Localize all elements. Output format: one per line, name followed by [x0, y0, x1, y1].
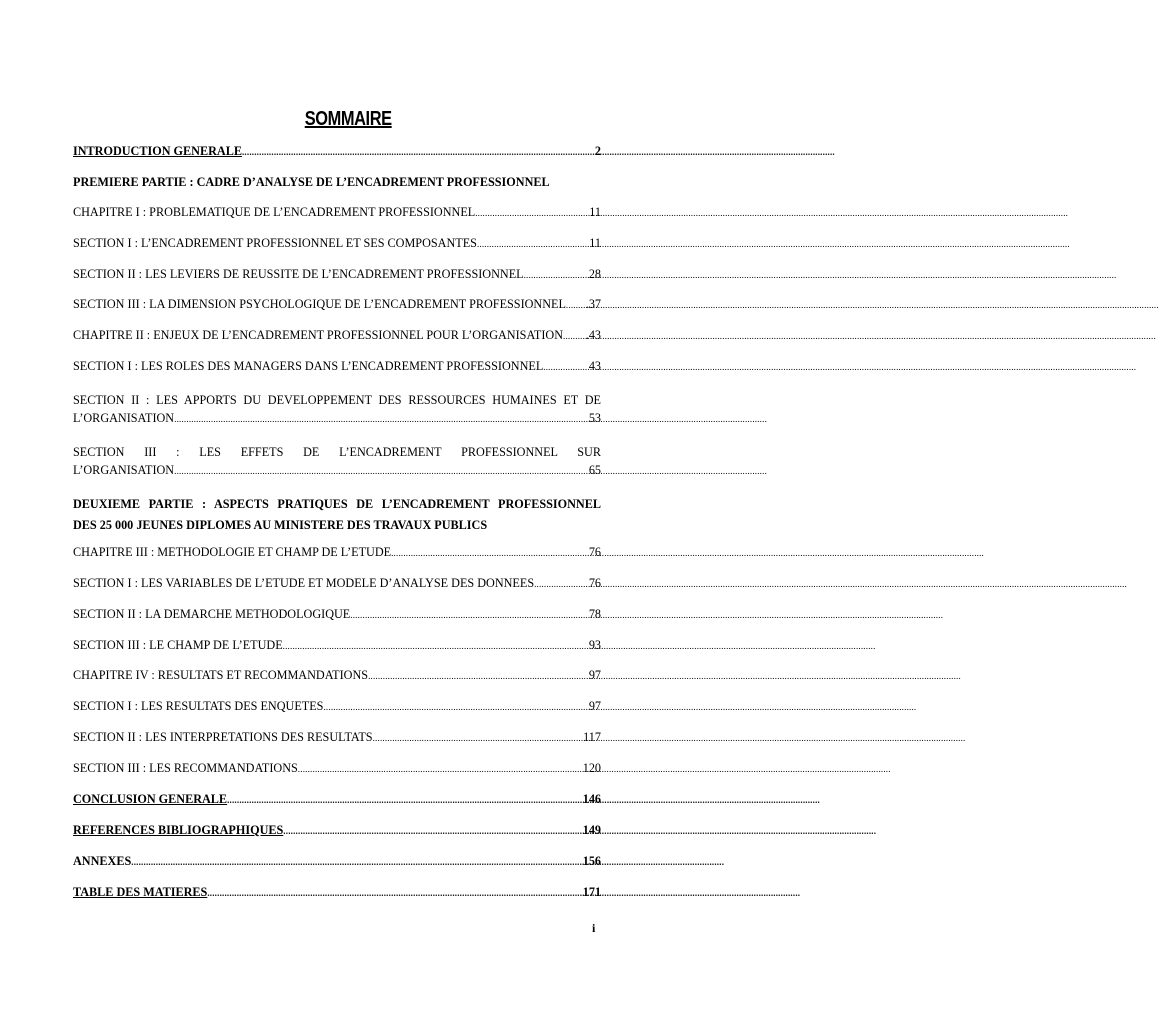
toc-entry[interactable] [73, 607, 601, 623]
leader-dots [283, 824, 582, 839]
leader-dots [350, 608, 589, 623]
toc-entry[interactable] [73, 144, 601, 160]
toc-entry-label: CONCLUSION GENERALE [73, 792, 228, 807]
toc-entry-label: CHAPITRE III : METHODOLOGIE ET CHAMP DE L’ETUDE [73, 544, 392, 559]
toc-entry[interactable] [73, 668, 601, 684]
toc-entry-label-line2: L’ORGANISATION [73, 463, 175, 478]
leader-dots [563, 329, 586, 344]
leader-dots [131, 855, 582, 870]
toc-entry-label-line1: SECTION II : LES APPORTS DU DEVELOPPEMENT DES RESSOURCES HUMAINES ET DE [73, 393, 601, 408]
leader-dots [477, 237, 589, 252]
toc-entry-page: 117 [583, 730, 601, 745]
toc-entry[interactable] [73, 328, 601, 344]
toc-entry-label: SECTION I : LES VARIABLES DE L’ETUDE ET MODELE D’ANALYSE DES DONNEES [73, 575, 535, 590]
toc-entry-page: 11 [589, 204, 601, 219]
toc-entry-label: REFERENCES BIBLIOGRAPHIQUES [73, 822, 284, 837]
toc-entry-page: 2 [594, 144, 601, 158]
toc-entry-label: TABLE DES MATIERES [73, 884, 208, 899]
toc-part-heading [73, 494, 601, 536]
toc-entry[interactable] [73, 699, 601, 715]
toc-entry[interactable] [73, 638, 601, 654]
leader-dots [391, 546, 589, 561]
toc-entry-page: 93 [588, 637, 601, 652]
toc-entry[interactable] [73, 761, 601, 777]
toc-entry-page: 76 [588, 544, 601, 559]
toc-entry-label: SECTION II : LES LEVIERS DE REUSSITE DE L’ENCADREMENT PROFESSIONNEL [73, 266, 524, 281]
toc-entry-label: SECTION III : LE CHAMP DE L’ETUDE [73, 637, 283, 652]
toc-entry-page: 149 [582, 822, 601, 837]
toc-entry-label: SECTION III : LA DIMENSION PSYCHOLOGIQUE DE L’ENCADREMENT PROFESSIONNEL [73, 297, 566, 312]
toc-entry[interactable] [73, 359, 601, 375]
toc-entry-label: CHAPITRE I : PROBLEMATIQUE DE L’ENCADREMENT PROFESSIONNEL [73, 204, 476, 219]
toc-entry-page: 43 [588, 359, 601, 374]
toc-entry-label: ANNEXES [73, 853, 132, 868]
toc-entry-page: 97 [588, 668, 601, 683]
toc-entry[interactable] [73, 442, 601, 479]
toc-entry-label-line1: DEUXIEME PARTIE : ASPECTS PRATIQUES DE L’ENCADREMENT PROFESSIONNEL [73, 496, 601, 511]
toc-entry[interactable] [73, 730, 601, 746]
toc-entry-label: SECTION II : LES INTERPRETATIONS DES RESULTATS [73, 730, 373, 745]
leader-dots [242, 145, 595, 160]
toc-entry-label: SECTION III : LES RECOMMANDATIONS [73, 761, 298, 776]
toc-entry-page: 120 [582, 761, 601, 776]
toc-entry-label: SECTION I : LES RESULTATS DES ENQUETES [73, 699, 324, 714]
toc-entry-label: SECTION I : L’ENCADREMENT PROFESSIONNEL ET SES COMPOSANTES [73, 235, 477, 250]
leader-dots [323, 700, 588, 715]
toc-entry-page: 53 [588, 411, 601, 426]
toc-entry-label-line1: SECTION III : LES EFFETS DE L’ENCADREMENT PROFESSIONNEL SUR [73, 445, 601, 460]
leader-dots [475, 206, 589, 221]
leader-dots [283, 639, 589, 654]
leader-dots [534, 577, 589, 592]
toc-entry-page: 28 [588, 266, 601, 281]
toc-entry[interactable] [73, 576, 601, 592]
toc-part-heading [73, 175, 601, 190]
toc-entry-page: 156 [582, 853, 601, 868]
leader-dots [174, 412, 589, 427]
toc-entry-label: PREMIERE PARTIE : CADRE D’ANALYSE DE L’ENCADREMENT PROFESSIONNEL [73, 174, 550, 189]
toc-entry-page: .37 [585, 297, 601, 312]
toc-entry-label: CHAPITRE II : ENJEUX DE L’ENCADREMENT PROFESSIONNEL POUR L’ORGANISATION [73, 328, 563, 343]
toc-entry-label-line2: L’ORGANISATION [73, 411, 175, 426]
toc-entry-label: INTRODUCTION GENERALE [73, 144, 242, 158]
leader-dots [524, 268, 589, 283]
toc-entry[interactable] [73, 267, 601, 283]
toc-entry[interactable] [73, 545, 601, 561]
toc-entry[interactable] [73, 885, 601, 901]
leader-dots [227, 793, 583, 808]
leader-dots [174, 464, 589, 479]
toc-entry[interactable] [73, 854, 601, 870]
toc-entry[interactable] [73, 823, 601, 839]
table-of-contents [73, 144, 601, 916]
leader-dots [543, 360, 589, 375]
toc-entry-page: 171 [582, 884, 601, 899]
toc-entry-page: 76 [588, 575, 601, 590]
leader-dots [373, 731, 584, 746]
toc-entry[interactable] [73, 297, 601, 313]
toc-entry-label: SECTION II : LA DEMARCHE METHODOLOGIQUE [73, 606, 351, 621]
page-title: SOMMAIRE [304, 108, 392, 130]
leader-dots [566, 298, 586, 313]
toc-entry-label: SECTION I : LES ROLES DES MANAGERS DANS L’ENCADREMENT PROFESSIONNEL [73, 359, 544, 374]
toc-entry[interactable] [73, 205, 601, 221]
toc-entry-page: 146 [582, 792, 601, 807]
toc-entry[interactable] [73, 792, 601, 808]
page-number: i [592, 921, 596, 935]
toc-entry-page: 65 [588, 463, 601, 478]
toc-entry-page: .43 [585, 328, 601, 343]
leader-dots [298, 762, 583, 777]
toc-entry[interactable] [73, 236, 601, 252]
leader-dots [207, 886, 582, 901]
leader-dots [368, 669, 589, 684]
toc-entry-page: 97 [588, 699, 601, 714]
toc-entry-page: 11 [589, 235, 601, 250]
toc-entry-page: 78 [588, 606, 601, 621]
toc-entry[interactable] [73, 390, 601, 427]
toc-entry-label-line2: DES 25 000 JEUNES DIPLOMES AU MINISTERE DES TRAVAUX PUBLICS [73, 517, 488, 532]
toc-entry-label: CHAPITRE IV : RESULTATS ET RECOMMANDATIONS [73, 668, 369, 683]
